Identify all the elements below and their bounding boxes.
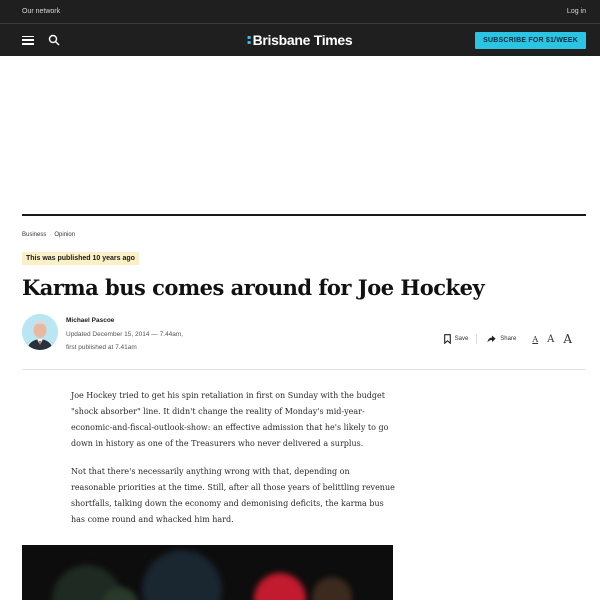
article-body	[71, 388, 396, 528]
main-header	[0, 24, 600, 56]
save-button[interactable]	[444, 334, 469, 344]
publish-timestamp: Updated December 15, 2014 — 7.44am, first published at 7.41am	[66, 331, 184, 351]
archive-badge: This was published 10 years ago	[22, 252, 139, 265]
author-avatar[interactable]	[22, 314, 58, 350]
article-title: Karma bus comes around for Joe Hockey	[22, 275, 485, 300]
share-arrow-icon	[487, 335, 496, 343]
save-label: Save	[454, 336, 469, 342]
subscribe-button[interactable]: SUBSCRIBE FOR $1/WEEK	[475, 32, 586, 49]
byline	[22, 314, 586, 370]
author-name[interactable]: Michael Pascoe	[66, 317, 115, 324]
login-link[interactable]: Log in	[566, 8, 586, 15]
section-divider	[22, 214, 586, 216]
font-size-small-button[interactable]: A	[532, 334, 539, 344]
breadcrumb	[22, 232, 600, 238]
ad-space	[0, 56, 600, 214]
breadcrumb-business[interactable]: Business	[22, 232, 47, 238]
our-network-link[interactable]: Our network	[22, 8, 61, 15]
article-tools	[444, 332, 572, 346]
breadcrumb-separator: ·	[49, 232, 52, 238]
hamburger-icon[interactable]	[22, 36, 34, 45]
share-button[interactable]	[487, 335, 516, 343]
bookmark-icon	[444, 334, 451, 344]
site-logo[interactable]	[248, 32, 353, 48]
breadcrumb-opinion[interactable]: Opinion	[54, 232, 76, 238]
article-paragraph: Not that there's necessarily anything wrong with that, depending on reasonable priorities at the time. Still, after all those years of belittling revenue shortfalls, talking down the economy and demonising deficits, the karma bus has come round and whacked him hard.	[71, 467, 395, 524]
tools-divider	[476, 334, 477, 344]
logo-text: Brisbane Times	[252, 32, 353, 48]
share-label: Share	[500, 336, 517, 342]
top-bar	[0, 0, 600, 24]
search-icon[interactable]	[48, 34, 60, 46]
article-paragraph: Joe Hockey tried to get his spin retaliation in first on Sunday with the budget "shock absorber" line. It didn't change the reality of Monday's mid-year-economic-and-fiscal-outlook-show: an effective admission that he's likely to go down in history as one of the Treasurers who never delivered a surplus.	[71, 391, 389, 448]
hero-image	[22, 545, 393, 600]
font-size-large-button[interactable]: A	[563, 332, 572, 346]
logo-mark	[248, 35, 251, 45]
font-size-medium-button[interactable]: A	[547, 333, 555, 345]
